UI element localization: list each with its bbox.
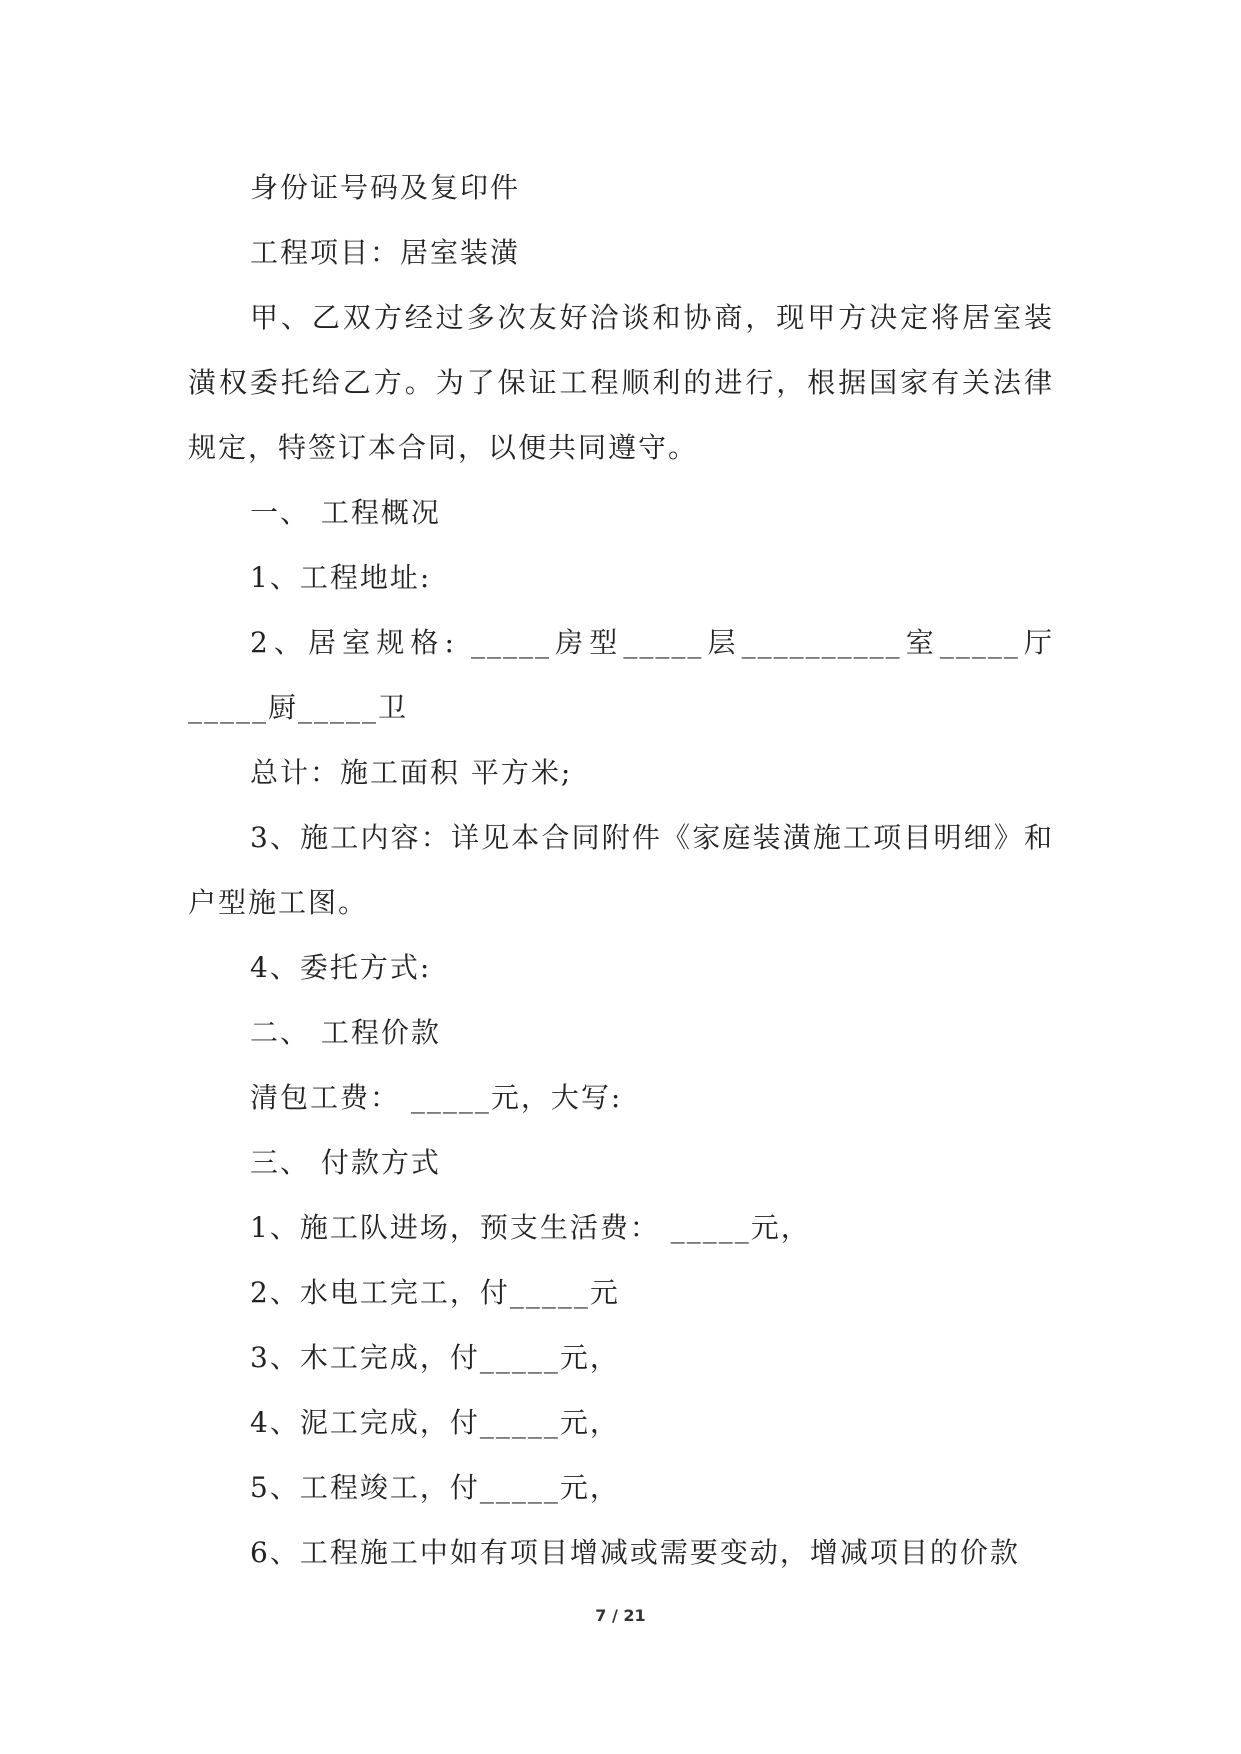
paragraph-commission-method: 4、委托方式:	[250, 951, 432, 984]
document-body	[188, 155, 1054, 1585]
section-heading-project-price: 二、 工程价款	[250, 1016, 441, 1049]
paragraph-payment-1: 1、施工队进场，预支生活费： _____元，	[250, 1211, 811, 1244]
page-number: 7 / 21	[595, 1606, 646, 1625]
paragraph-payment-4: 4、泥工完成，付_____元，	[250, 1406, 620, 1439]
paragraph-project-item: 工程项目：居室装潢	[250, 236, 521, 269]
paragraph-room-specs: 2、居室规格: _____房型_____层__________室_____厅_____厨_____卫	[188, 626, 1054, 724]
paragraph-payment-5: 5、工程竣工，付_____元，	[250, 1471, 620, 1504]
section-heading-project-overview: 一、 工程概况	[250, 496, 441, 529]
paragraph-payment-3: 3、木工完成，付_____元，	[250, 1341, 620, 1374]
paragraph-project-address: 1、工程地址:	[250, 561, 432, 594]
paragraph-agreement-intro: 甲、乙双方经过多次友好洽谈和协商，现甲方决定将居室装潢权委托给乙方。为了保证工程顺利的进行，根据国家有关法律规定，特签订本合同，以便共同遵守。	[188, 301, 1054, 464]
paragraph-payment-2: 2、水电工完工，付_____元	[250, 1276, 620, 1309]
paragraph-labor-fee: 清包工费： _____元，大写:	[250, 1081, 623, 1114]
paragraph-total-area: 总计：施工面积 平方米;	[250, 756, 573, 789]
paragraph-id-copy: 身份证号码及复印件	[250, 171, 521, 204]
paragraph-payment-6: 6、工程施工中如有项目增减或需要变动，增减项目的价款	[250, 1536, 1020, 1569]
paragraph-construction-content: 3、施工内容：详见本合同附件《家庭装潢施工项目明细》和户型施工图。	[188, 821, 1054, 919]
section-heading-payment-method: 三、 付款方式	[250, 1146, 441, 1179]
